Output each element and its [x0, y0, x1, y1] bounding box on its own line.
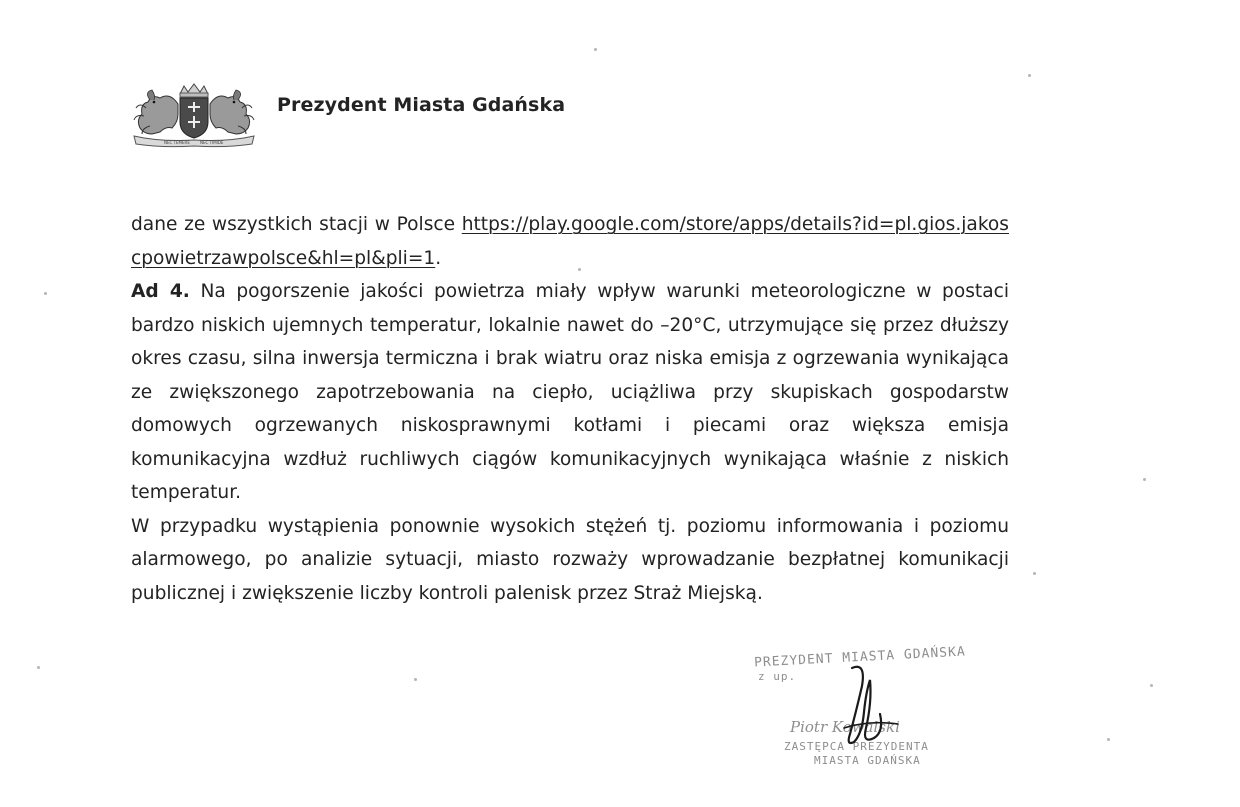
scan-speck — [1143, 478, 1146, 481]
letter-body — [131, 208, 1009, 610]
paragraph-ad4 — [131, 275, 1009, 510]
ad4-label: Ad 4. — [131, 281, 190, 302]
scan-speck — [578, 268, 581, 271]
scan-speck — [44, 292, 47, 295]
scan-speck — [1150, 684, 1153, 687]
paragraph-sources-text: dane ze wszystkich stacji w Polsce — [131, 214, 462, 235]
gdansk-coat-of-arms-icon — [130, 82, 258, 148]
crest-motto-left: NEC TEMERE — [164, 140, 190, 145]
paragraph-measures: W przypadku wystąpienia ponownie wysokich stężeń tj. poziomu informowania i poziomu alarmowego, po analizie sytuacji, miasto rozważy wprowadzanie bezpłatnej komunikacji publicznej i zwiększenie liczby kontroli palenisk przez Straż Miejską. — [131, 515, 1009, 604]
scan-speck — [414, 678, 417, 681]
organization-name: Prezydent Miasta Gdańska — [277, 94, 566, 116]
stamp-on-behalf: z up. — [758, 670, 797, 683]
app-store-link[interactable]: https://play.google.com/store/apps/details?id=pl.gios.jakoscpowietrzawpolsce&hl=pl&pli=1 — [131, 214, 1009, 269]
scan-speck — [1033, 572, 1036, 575]
ad4-text: Na pogorszenie jakości powietrza miały wpływ warunki meteorologiczne w postaci bardzo niskich ujemnych temperatur, lokalnie nawet do –20°C, utrzymujące się przez dłuższy okres czasu, silna inwersja termiczna i brak wiatru oraz niska emisja z ogrzewania wynikająca ze zwiększonego zapotrzebowania na ciepło, uciążliwa przy skupiskach gospodarstw domowych ogrzewanych niskosprawnymi kotłami i piecami oraz większa emisja komunikacyjna wzdłuż ruchliwych ciągów komunikacyjnych wynikająca właśnie z niskich temperatur. — [131, 281, 1009, 503]
scan-speck — [1107, 738, 1110, 741]
stamp-title: PREZYDENT MIASTA GDAŃSKA — [753, 644, 967, 671]
paragraph-sources-end: . — [435, 247, 442, 269]
scan-speck — [1028, 74, 1031, 77]
paragraph-sources — [131, 208, 1009, 275]
official-stamp — [748, 642, 988, 782]
scan-speck — [594, 48, 597, 51]
stamp-position: ZASTĘPCA PREZYDENTA — [784, 740, 929, 753]
stamp-city: MIASTA GDAŃSKA — [814, 754, 921, 767]
scan-speck — [37, 666, 40, 669]
crest-motto-right: NEC TIMIDE — [200, 140, 224, 145]
handwritten-signature-icon — [748, 642, 988, 782]
stamp-signer-name: Piotr Kowalski — [790, 718, 900, 736]
